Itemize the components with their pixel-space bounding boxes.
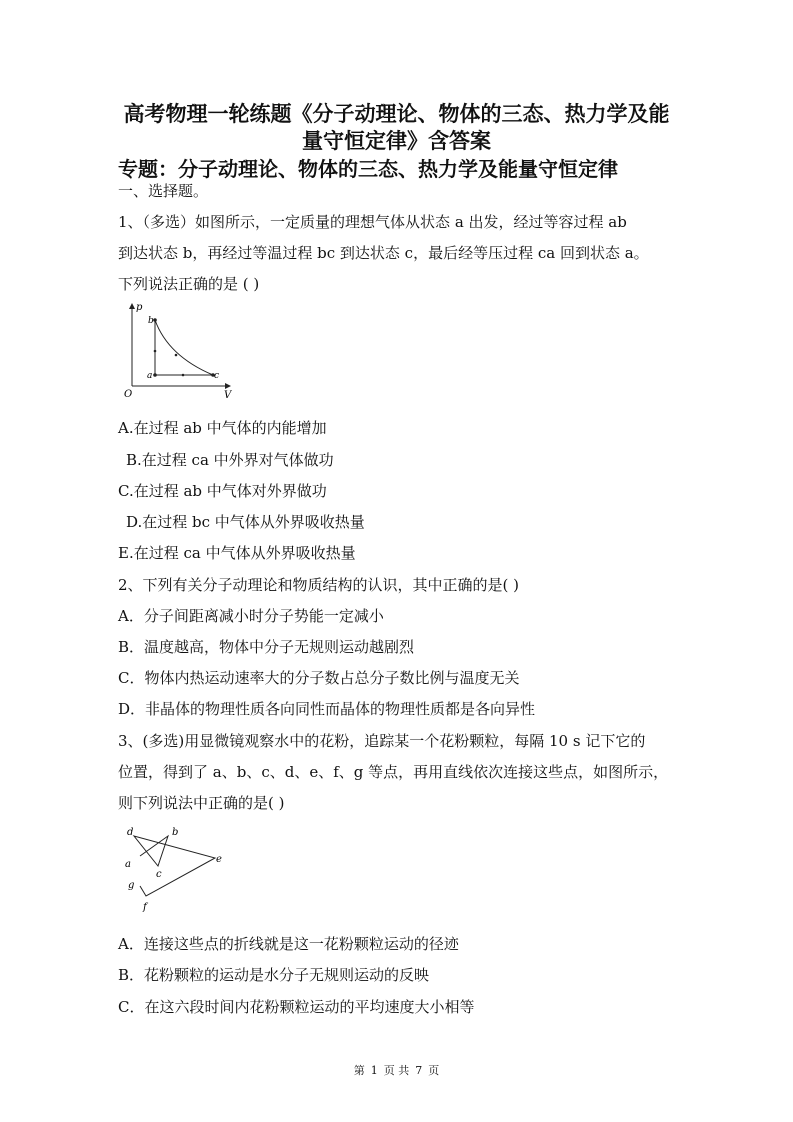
footer-mid: 页 共	[383, 1064, 410, 1077]
q1-stem-line2: 到达状态 b，再经过等温过程 bc 到达状态 c，最后经等压过程 ca 回到状态 a。	[118, 244, 649, 262]
topic-heading: 专题：分子动理论、物体的三态、热力学及能量守恒定律	[118, 157, 618, 181]
q3-label-c: c	[156, 869, 162, 880]
section-heading: 一、选择题。	[118, 182, 209, 200]
q3-stem-line2: 位置，得到了 a、b、c、d、e、f、g 等点，再用直线依次连接这些点，如图所示，	[118, 763, 669, 781]
q3-brownian-path-diagram	[120, 822, 230, 918]
q3-label-e: e	[216, 854, 222, 865]
q3-label-g: g	[128, 880, 135, 891]
q2-option-a: A．分子间距离减小时分子势能一定减小	[118, 607, 384, 625]
q1-process-bc	[155, 320, 213, 375]
q2-option-c: C．物体内热运动速率大的分子数占总分子数比例与温度无关	[118, 669, 520, 687]
q3-label-d: d	[127, 827, 134, 838]
q2-option-d: D．非晶体的物理性质各向同性而晶体的物理性质都是各向异性	[118, 700, 536, 718]
footer-page-number: 1	[370, 1064, 378, 1077]
q2-stem: 2、下列有关分子动理论和物质结构的认识，其中正确的是( )	[118, 576, 520, 594]
q3-option-a: A．连接这些点的折线就是这一花粉颗粒运动的径迹	[118, 935, 459, 953]
q1-stem-line1: 1、（多选）如图所示，一定质量的理想气体从状态 a 出发，经过等容过程 ab	[118, 213, 627, 231]
page-footer	[0, 1062, 793, 1078]
q1-option-a: A.在过程 ab 中气体的内能增加	[118, 419, 327, 437]
q3-option-c: C．在这六段时间内花粉颗粒运动的平均速度大小相等	[118, 998, 475, 1016]
q3-option-b: B．花粉颗粒的运动是水分子无规则运动的反映	[118, 966, 430, 984]
q3-stem-line1: 3、(多选)用显微镜观察水中的花粉，追踪某一个花粉颗粒，每隔 10 s 记下它的	[118, 732, 646, 750]
q1-stem-line3: 下列说法正确的是 ( )	[118, 275, 260, 293]
q1-option-e: E.在过程 ca 中气体从外界吸收热量	[118, 544, 356, 562]
q1-option-d: D.在过程 bc 中气体从外界吸收热量	[126, 513, 365, 531]
q3-label-f: f	[143, 902, 147, 913]
q1-label-c: c	[214, 371, 220, 381]
q3-label-a: a	[125, 859, 131, 870]
page-title-line1: 高考物理一轮练题《分子动理论、物体的三态、热力学及能	[123, 102, 670, 126]
q3-label-b: b	[172, 827, 179, 838]
q1-label-v: V	[224, 390, 232, 401]
q1-option-c: C.在过程 ab 中气体对外界做功	[118, 482, 327, 500]
q1-label-b: b	[148, 316, 154, 326]
q1-label-origin: O	[124, 389, 133, 400]
footer-suffix: 页	[428, 1064, 440, 1077]
page-title-line2: 量守恒定律》含答案	[302, 129, 491, 153]
q1-label-a: a	[147, 371, 153, 381]
q3-path-line	[134, 836, 215, 896]
q1-pv-diagram	[120, 298, 240, 406]
q1-label-p: p	[136, 302, 143, 313]
q3-stem-line3: 则下列说法中正确的是( )	[118, 794, 285, 812]
q1-option-b: B.在过程 ca 中外界对气体做功	[126, 451, 334, 469]
footer-total-pages: 7	[415, 1064, 423, 1077]
q2-option-b: B．温度越高，物体中分子无规则运动越剧烈	[118, 638, 415, 656]
footer-prefix: 第	[353, 1064, 365, 1077]
